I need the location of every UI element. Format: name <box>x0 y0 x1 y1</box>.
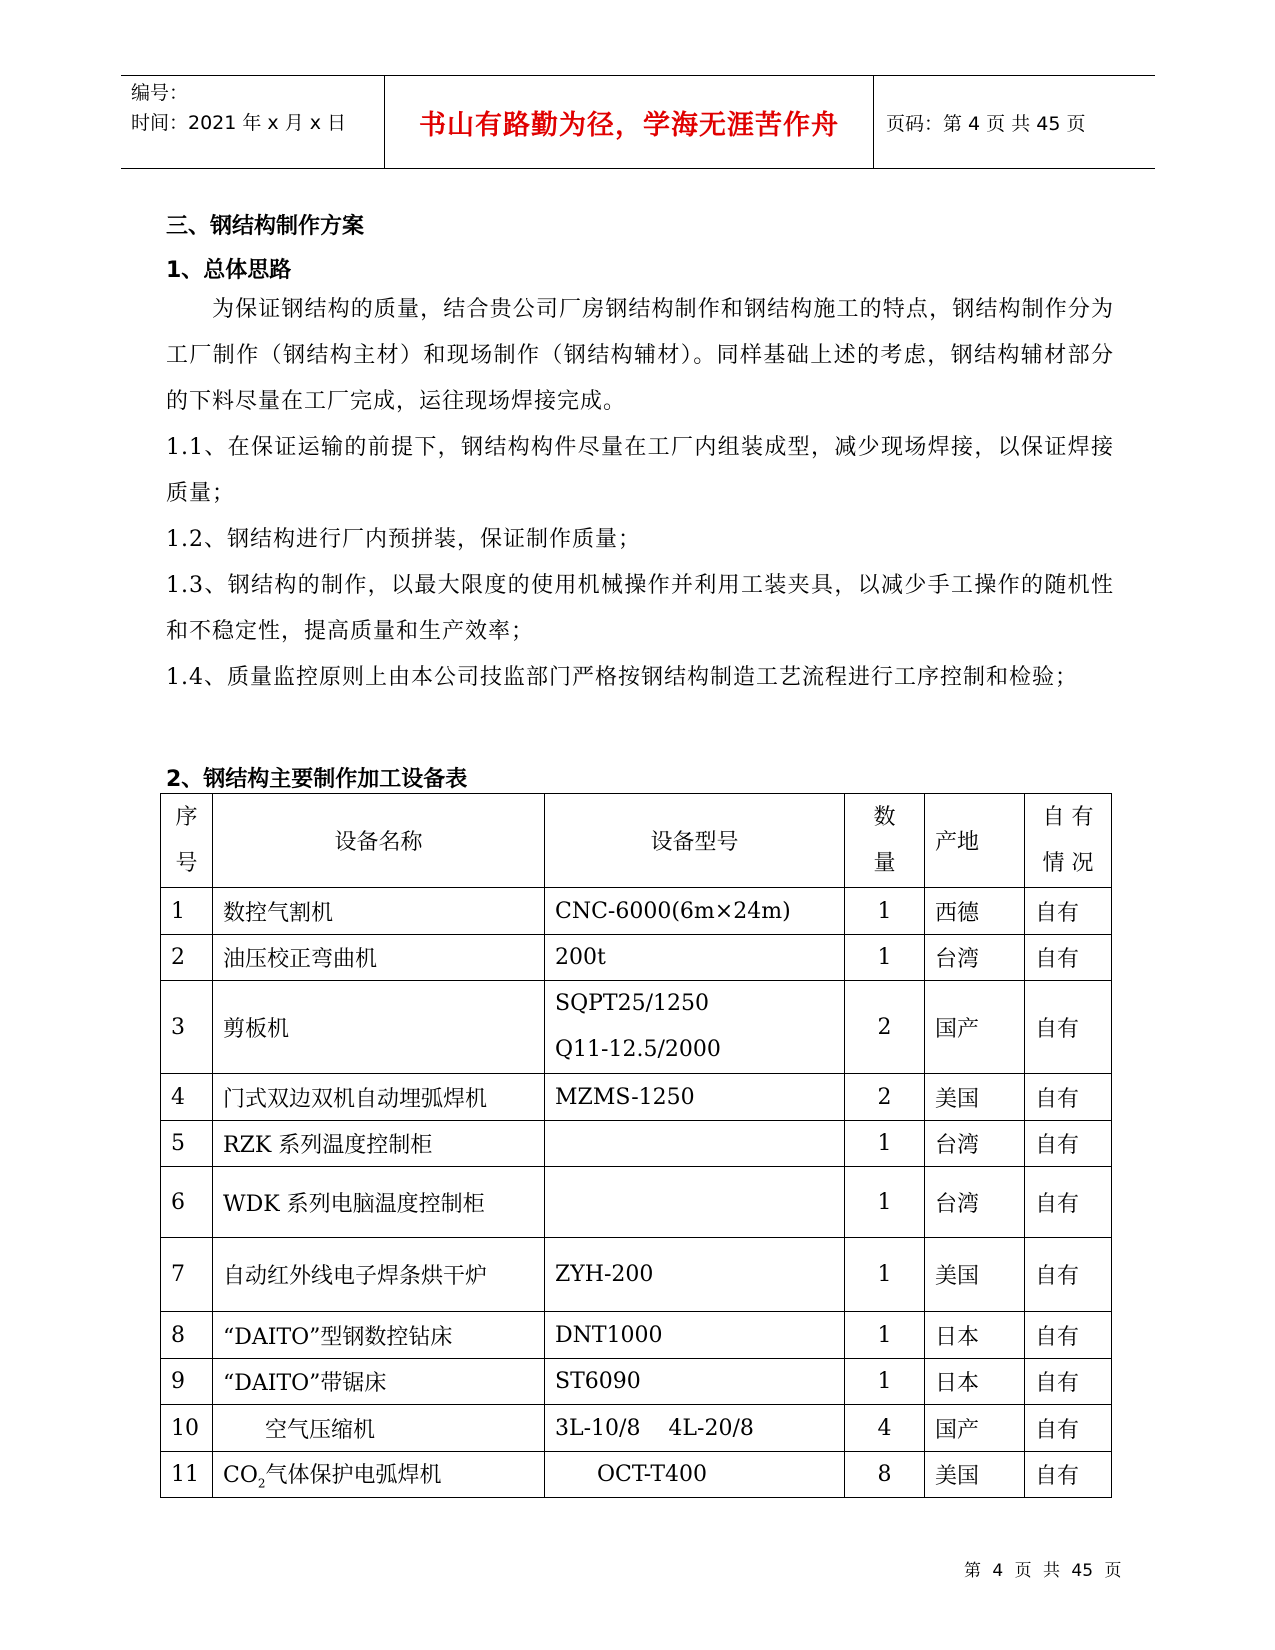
cell-model: SQPT25/1250 Q11-12.5/2000 <box>545 981 845 1074</box>
table-row <box>161 1452 1112 1498</box>
cell-qty: 1 <box>845 888 925 935</box>
table-header-row <box>161 794 1112 888</box>
cell-name: WDK 系列电脑温度控制柜 <box>213 1167 545 1238</box>
cell-own: 自有 <box>1025 1238 1112 1312</box>
cell-own: 自有 <box>1025 935 1112 981</box>
intro-paragraph: 为保证钢结构的质量，结合贵公司厂房钢结构制作和钢结构施工的特点，钢结构制作分为工厂制作（钢结构主材）和现场制作（钢结构辅材）。同样基础上述的考虑，钢结构辅材部分的下料尽量在工厂完成，运往现场焊接完成。 <box>166 297 1114 414</box>
header-ownership: 自 有 情 况 <box>1025 794 1112 888</box>
cell-own: 自有 <box>1025 1074 1112 1121</box>
cell-no: 8 <box>161 1312 213 1359</box>
cell-own: 自有 <box>1025 981 1112 1074</box>
item-1-1: 1.1、在保证运输的前提下，钢结构构件尽量在工厂内组装成型，减少现场焊接，以保证焊接质量； <box>166 435 1114 506</box>
header-model: 设备型号 <box>545 794 845 888</box>
cell-qty: 4 <box>845 1405 925 1452</box>
cell-no: 9 <box>161 1359 213 1405</box>
cell-name: 空气压缩机 <box>213 1405 545 1452</box>
header-origin: 产地 <box>925 794 1025 888</box>
cell-qty: 1 <box>845 1238 925 1312</box>
header-meta <box>121 76 385 168</box>
cell-no: 2 <box>161 935 213 981</box>
table-row <box>161 1312 1112 1359</box>
cell-qty: 2 <box>845 981 925 1074</box>
cell-origin: 日本 <box>925 1359 1025 1405</box>
cell-name: 自动红外线电子焊条烘干炉 <box>213 1238 545 1312</box>
cell-no: 7 <box>161 1238 213 1312</box>
cell-model: ZYH-200 <box>545 1238 845 1312</box>
cell-no: 1 <box>161 888 213 935</box>
header-motto: 书山有路勤为径，学海无涯苦作舟 <box>385 76 874 168</box>
table-row <box>161 1359 1112 1405</box>
table-row <box>161 888 1112 935</box>
cell-name: 数控气割机 <box>213 888 545 935</box>
table-row <box>161 981 1112 1074</box>
header-page-info: 页码：第 4 页 共 45 页 <box>886 112 1086 135</box>
cell-model: MZMS-1250 <box>545 1074 845 1121</box>
cell-qty: 1 <box>845 1121 925 1167</box>
cell-origin: 美国 <box>925 1074 1025 1121</box>
cell-model <box>545 1167 845 1238</box>
cell-model: ST6090 <box>545 1359 845 1405</box>
table-row <box>161 1405 1112 1452</box>
code-label: 编号： <box>131 82 189 104</box>
cell-own: 自有 <box>1025 1452 1112 1498</box>
cell-name: 油压校正弯曲机 <box>213 935 545 981</box>
section-title: 三、钢结构制作方案 <box>166 214 365 239</box>
cell-model: 200t <box>545 935 845 981</box>
cell-origin: 西德 <box>925 888 1025 935</box>
subsection-title-1: 1、总体思路 <box>166 258 292 283</box>
cell-no: 10 <box>161 1405 213 1452</box>
item-1-2: 1.2、钢结构进行厂内预拼装，保证制作质量； <box>166 527 641 552</box>
cell-origin: 国产 <box>925 981 1025 1074</box>
cell-origin: 国产 <box>925 1405 1025 1452</box>
cell-no: 11 <box>161 1452 213 1498</box>
cell-qty: 1 <box>845 1167 925 1238</box>
time-label: 时间：2021 年 x 月 x 日 <box>131 112 347 134</box>
page-header <box>121 75 1155 169</box>
cell-own: 自有 <box>1025 1359 1112 1405</box>
cell-qty: 1 <box>845 935 925 981</box>
cell-qty: 1 <box>845 1312 925 1359</box>
subsection-title-2: 2、钢结构主要制作加工设备表 <box>166 767 468 792</box>
cell-origin: 美国 <box>925 1452 1025 1498</box>
table-row <box>161 935 1112 981</box>
cell-model: OCT-T400 <box>545 1452 845 1498</box>
cell-origin: 台湾 <box>925 1121 1025 1167</box>
table-row <box>161 1238 1112 1312</box>
cell-own: 自有 <box>1025 1167 1112 1238</box>
cell-name: 门式双边双机自动埋弧焊机 <box>213 1074 545 1121</box>
cell-no: 5 <box>161 1121 213 1167</box>
cell-name: $CO_2$气体保护电弧焊机 <box>213 1452 545 1498</box>
table-row <box>161 1121 1112 1167</box>
cell-model: CNC-6000(6m×24m) <box>545 888 845 935</box>
cell-qty: 8 <box>845 1452 925 1498</box>
cell-name: “DAITO”带锯床 <box>213 1359 545 1405</box>
table-row <box>161 1167 1112 1238</box>
header-no: 序 号 <box>161 794 213 888</box>
cell-origin: 日本 <box>925 1312 1025 1359</box>
table-row <box>161 1074 1112 1121</box>
item-1-4: 1.4、质量监控原则上由本公司技监部门严格按钢结构制造工艺流程进行工序控制和检验； <box>166 665 1078 690</box>
cell-origin: 台湾 <box>925 1167 1025 1238</box>
cell-name: RZK 系列温度控制柜 <box>213 1121 545 1167</box>
cell-origin: 台湾 <box>925 935 1025 981</box>
cell-qty: 2 <box>845 1074 925 1121</box>
cell-origin: 美国 <box>925 1238 1025 1312</box>
cell-model <box>545 1121 845 1167</box>
body-text <box>166 287 1114 701</box>
equipment-table <box>160 793 1112 1498</box>
page-footer: 第 4 页 共 45 页 <box>964 1561 1122 1581</box>
header-qty: 数 量 <box>845 794 925 888</box>
cell-own: 自有 <box>1025 888 1112 935</box>
cell-name: 剪板机 <box>213 981 545 1074</box>
cell-own: 自有 <box>1025 1312 1112 1359</box>
cell-own: 自有 <box>1025 1405 1112 1452</box>
cell-own: 自有 <box>1025 1121 1112 1167</box>
cell-model: 3L-10/8 4L-20/8 <box>545 1405 845 1452</box>
header-name: 设备名称 <box>213 794 545 888</box>
cell-qty: 1 <box>845 1359 925 1405</box>
item-1-3: 1.3、钢结构的制作，以最大限度的使用机械操作并利用工装夹具，以减少手工操作的随机性和不稳定性，提高质量和生产效率； <box>166 573 1114 644</box>
cell-no: 6 <box>161 1167 213 1238</box>
cell-name: “DAITO”型钢数控钻床 <box>213 1312 545 1359</box>
cell-no: 3 <box>161 981 213 1074</box>
cell-model: DNT1000 <box>545 1312 845 1359</box>
cell-no: 4 <box>161 1074 213 1121</box>
